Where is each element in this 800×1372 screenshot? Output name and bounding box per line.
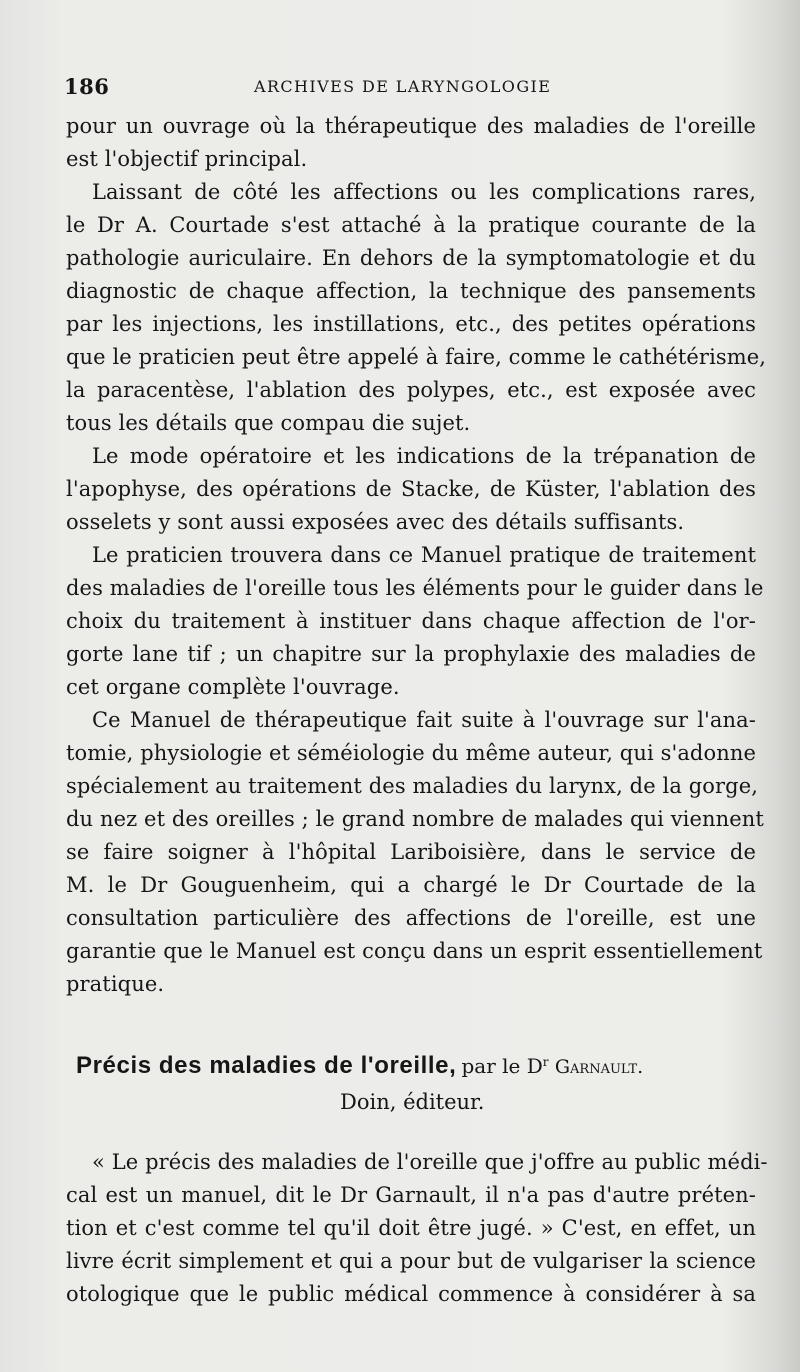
author-sup: r xyxy=(542,1055,549,1069)
text-line: choix du traitement à instituer dans chaque affection de l'or- xyxy=(66,609,756,633)
text-line: Ce Manuel de thérapeutique fait suite à l'ouvrage sur l'ana- xyxy=(92,708,756,732)
review-2-author xyxy=(461,1054,643,1078)
text-line: est l'objectif principal. xyxy=(66,147,308,171)
text-line: osselets y sont aussi exposées avec des détails suffisants. xyxy=(66,510,685,534)
text-line: par les injections, les instillations, etc., des petites opérations xyxy=(66,312,756,336)
text-line: que le praticien peut être appelé à faire, comme le cathétérisme, xyxy=(66,345,767,369)
text-line: spécialement au traitement des maladies du larynx, de la gorge, xyxy=(66,774,759,798)
text-line: « Le précis des maladies de l'oreille que j'offre au public médi- xyxy=(92,1150,768,1174)
review-2-publisher: Doin, éditeur. xyxy=(340,1090,485,1114)
review-1-text xyxy=(66,110,767,1001)
text-line: pour un ouvrage où la thérapeutique des maladies de l'oreille xyxy=(66,114,756,138)
text-line: cet organe complète l'ouvrage. xyxy=(66,675,400,699)
text-line: l'apophyse, des opérations de Stacke, de Küster, l'ablation des xyxy=(66,477,756,501)
review-2-text xyxy=(66,1146,768,1311)
text-line: tion et c'est comme tel qu'il doit être jugé. » C'est, en effet, un xyxy=(66,1216,756,1240)
running-title: ARCHIVES DE LARYNGOLOGIE xyxy=(254,77,552,96)
text-line: Le mode opératoire et les indications de la trépanation de xyxy=(92,444,756,468)
author-name: Garnault. xyxy=(554,1056,644,1078)
text-line: se faire soigner à l'hôpital Lariboisière, dans le service de xyxy=(66,840,756,864)
text-line: la paracentèse, l'ablation des polypes, etc., est exposée avec xyxy=(66,378,756,402)
text-line: tous les détails que compau die sujet. xyxy=(66,411,471,435)
running-head xyxy=(64,74,760,98)
text-line: diagnostic de chaque affection, la technique des pansements xyxy=(66,279,756,303)
text-line: tomie, physiologie et séméiologie du même auteur, qui s'adonne xyxy=(66,741,756,765)
text-line: livre écrit simplement et qui a pour but de vulgariser la science xyxy=(66,1249,756,1273)
text-line: Le praticien trouvera dans ce Manuel pratique de traitement xyxy=(92,543,756,567)
review-2-heading xyxy=(76,1052,766,1080)
author-prefix: par le D xyxy=(461,1054,543,1078)
text-line: du nez et des oreilles ; le grand nombre de malades qui viennent xyxy=(66,807,764,831)
text-line: le Dr A. Courtade s'est attaché à la pratique courante de la xyxy=(66,213,756,237)
text-line: cal est un manuel, dit le Dr Garnault, il n'a pas d'autre préten- xyxy=(66,1183,756,1207)
text-line: Laissant de côté les affections ou les complications rares, xyxy=(92,180,756,204)
text-line: consultation particulière des affections de l'oreille, est une xyxy=(66,906,756,930)
text-line: pathologie auriculaire. En dehors de la symptomatologie et du xyxy=(66,246,756,270)
text-line: des maladies de l'oreille tous les éléments pour le guider dans le xyxy=(66,576,764,600)
text-line: pratique. xyxy=(66,972,165,996)
text-line: garantie que le Manuel est conçu dans un esprit essentiellement xyxy=(66,939,763,963)
review-2-title: Précis des maladies de l'oreille, xyxy=(76,1052,457,1079)
text-line: otologique que le public médical commence à considérer à sa xyxy=(66,1282,756,1306)
page-number: 186 xyxy=(64,74,110,99)
text-line: M. le Dr Gouguenheim, qui a chargé le Dr Courtade de la xyxy=(66,873,756,897)
text-line: gorte lane tif ; un chapitre sur la prophylaxie des maladies de xyxy=(66,642,756,666)
